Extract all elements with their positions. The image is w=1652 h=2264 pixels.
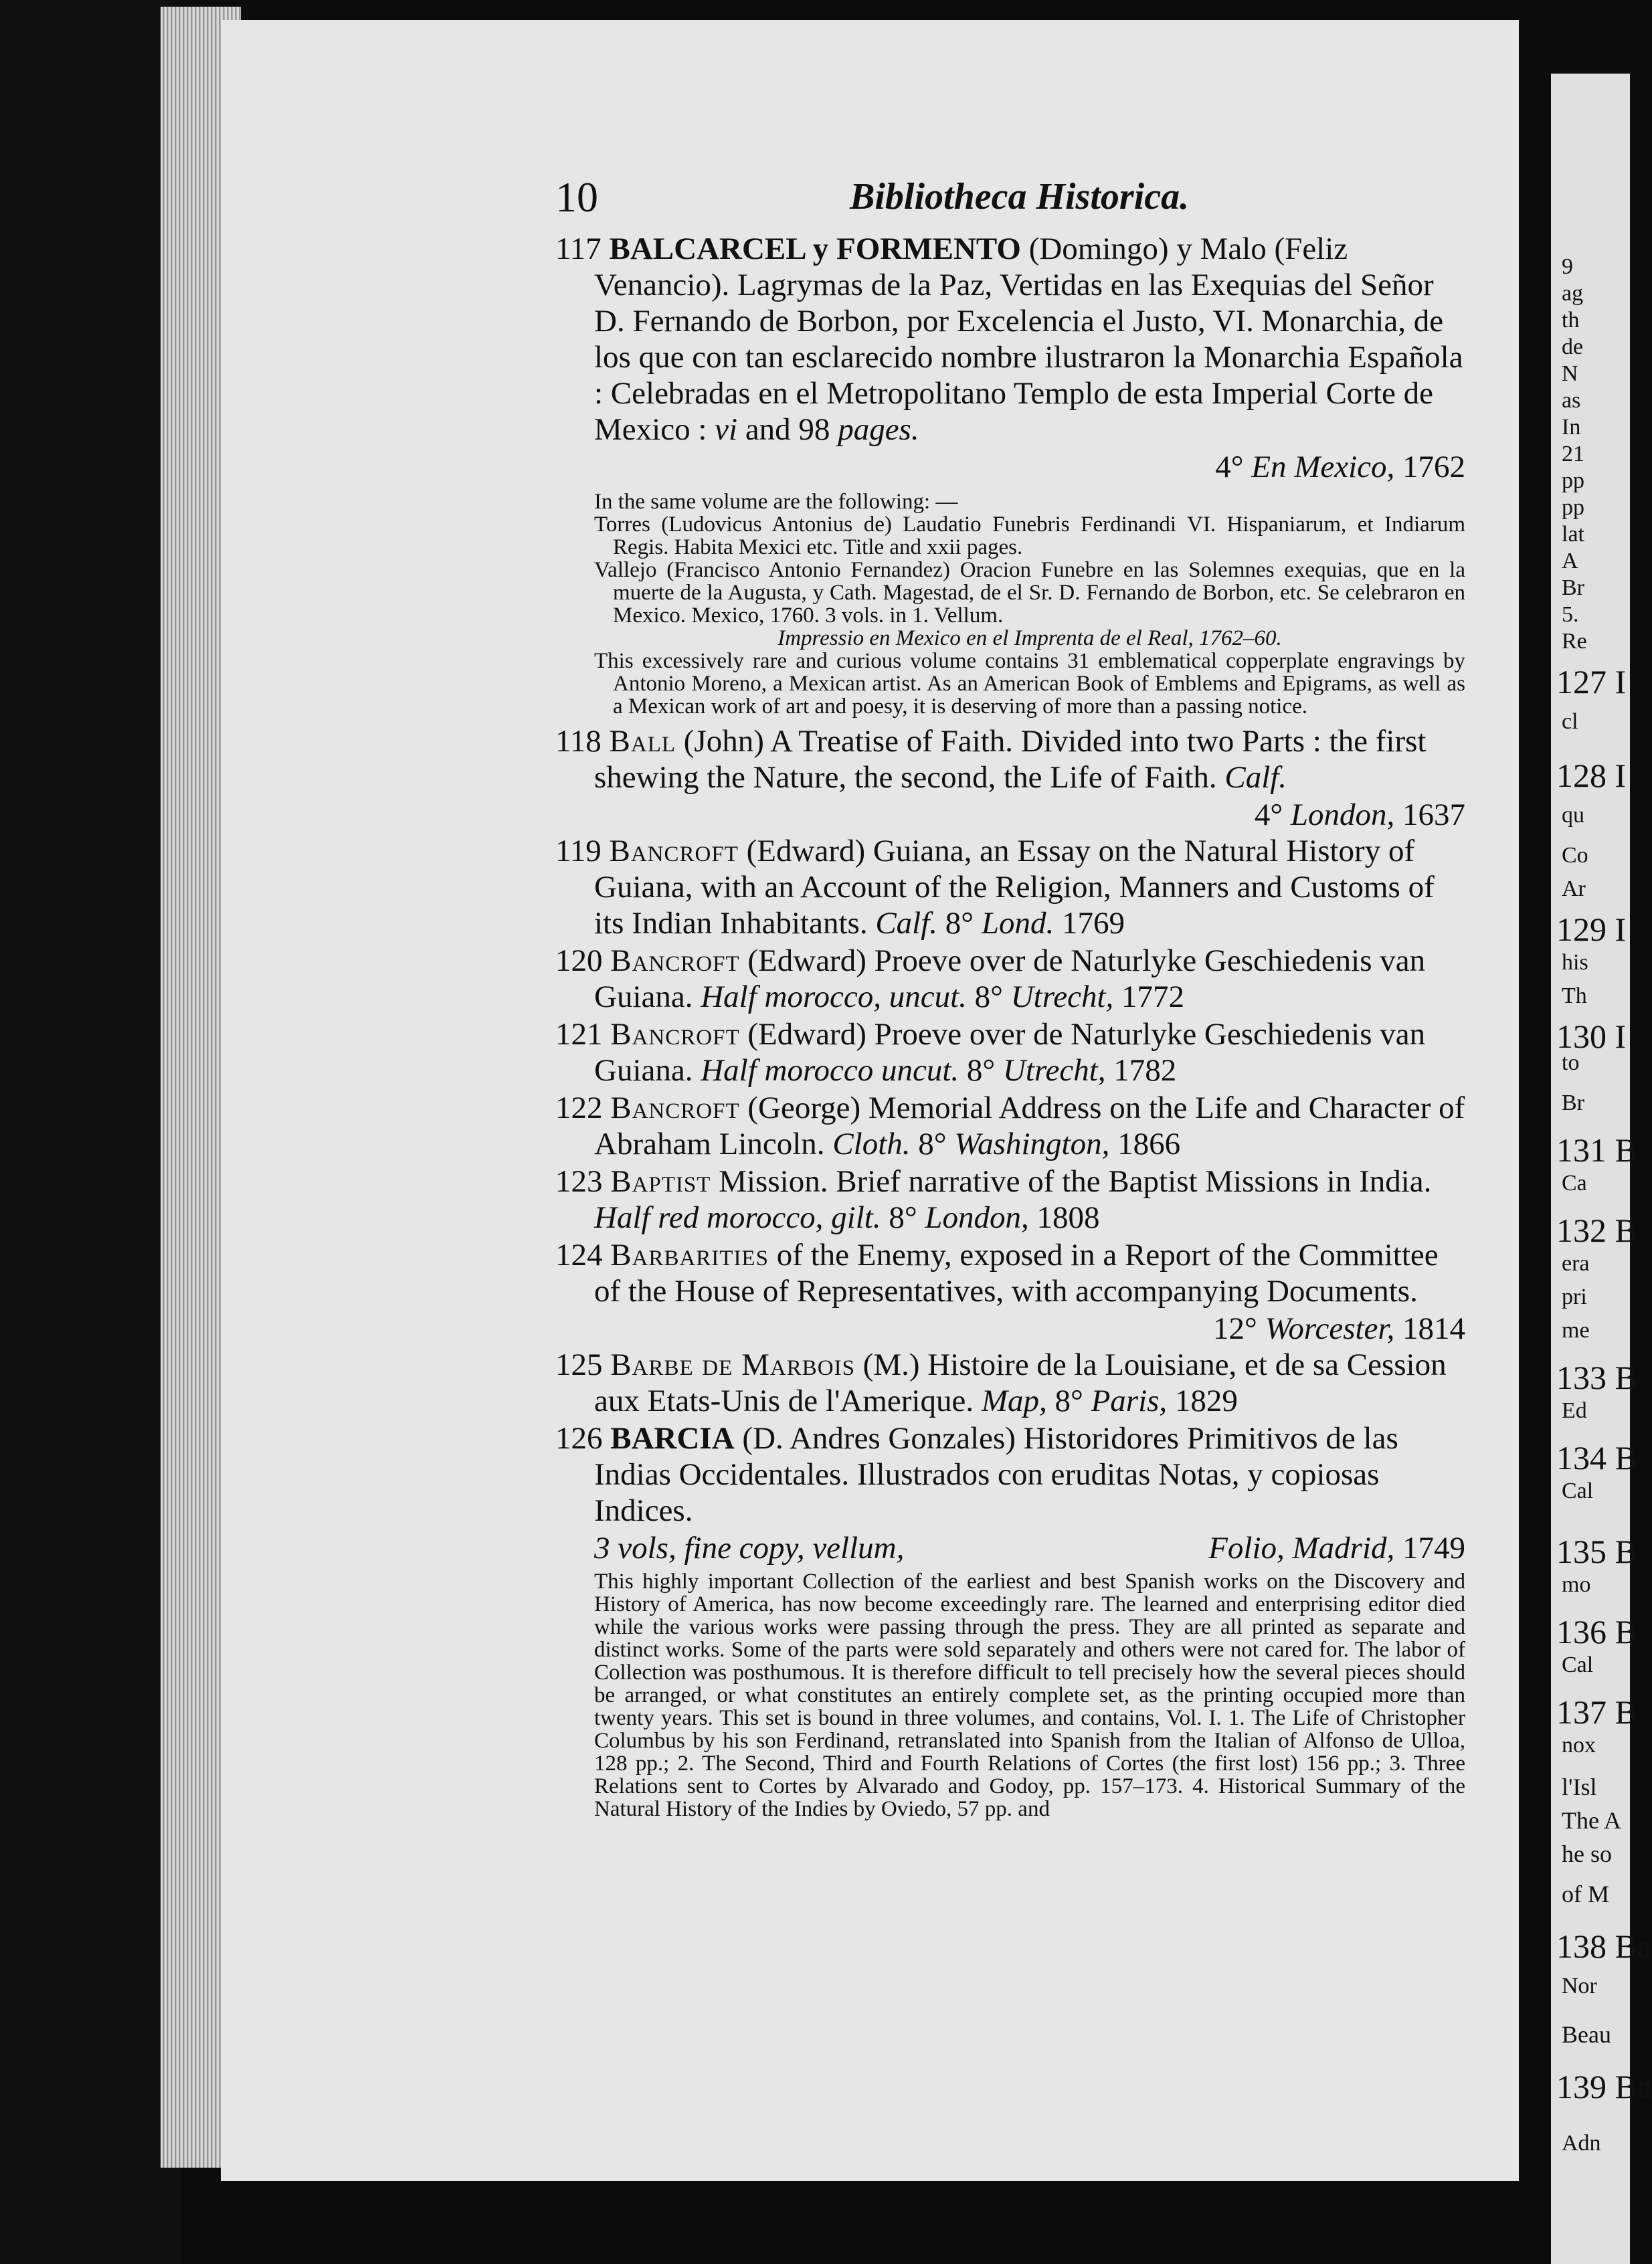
facing-page-fragment: Adn	[1562, 2131, 1601, 2156]
format: 8°	[918, 1127, 947, 1161]
imprint-place: London,	[925, 1200, 1029, 1235]
facing-page-fragment: 139 Ba	[1556, 2068, 1652, 2105]
imprint-year: 1762	[1402, 450, 1465, 484]
imprint-place: Lond.	[981, 906, 1054, 941]
imprint-118	[555, 797, 1465, 833]
facing-page-fragment: qu	[1562, 803, 1584, 828]
facing-page-fragment: lat	[1562, 522, 1584, 547]
lot-number: 121	[555, 1017, 603, 1052]
imprint-year: 1769	[1061, 906, 1125, 941]
imprint-year: 1782	[1113, 1053, 1177, 1088]
entry-heading: Bancroft	[610, 1091, 740, 1125]
imprint-124	[555, 1311, 1465, 1347]
catalogue-entry-119	[555, 833, 1465, 941]
entry-heading: Ball	[609, 724, 676, 759]
facing-page-fragment: Ar	[1562, 876, 1586, 901]
entry-heading: Bancroft	[609, 834, 739, 868]
note-torres: Torres (Ludovicus Antonius de) Laudatio Funebris Ferdinandi VI. Hispaniarum, et Indiarum Regis. Habita Mexici etc. Title and xxii pages.	[594, 512, 1465, 559]
imprint-place: Madrid,	[1292, 1531, 1395, 1566]
imprint-place: Worcester,	[1265, 1311, 1395, 1346]
imprint-year: 1814	[1402, 1311, 1465, 1346]
facing-page-fragment: 133 B	[1556, 1359, 1637, 1396]
facing-page-fragment: th	[1562, 308, 1580, 333]
entry-heading: Barbe de Marbois	[610, 1347, 855, 1382]
facing-page-fragment: era	[1562, 1251, 1590, 1276]
imprint-year: 1829	[1174, 1384, 1238, 1418]
binding: Calf.	[875, 906, 938, 941]
entry-heading: Bancroft	[610, 1017, 740, 1052]
note-rare: This excessively rare and curious volume contains 31 emblematical copperplate engravings by Antonio Moreno, a Mexican artist. As an American Book of Emblems and Epigrams, as well as a Mexican work of art and poesy, it is deserving of more than a passing notice.	[594, 649, 1465, 719]
facing-page-fragment: mo	[1562, 1572, 1591, 1597]
facing-page-fragment: 21	[1562, 442, 1584, 466]
facing-page-fragment: 5.	[1562, 602, 1579, 627]
catalogue-entry-120	[555, 943, 1465, 1015]
pages-roman: vi	[715, 412, 738, 447]
facing-page-fragment: pp	[1562, 495, 1584, 520]
facing-page-fragment: Beau	[1562, 2021, 1611, 2048]
catalogue-entry-122	[555, 1090, 1465, 1162]
note-intro: In the same volume are the following: —	[594, 490, 958, 514]
lot-number: 118	[555, 724, 602, 759]
lot-number: 122	[555, 1091, 603, 1125]
imprint-place: London,	[1290, 797, 1395, 832]
entry-body: (Edward) Guiana, an Essay on the Natural History of Guiana, with an Account of the Religion, Manners and Customs of its Indian Inhabitants.	[594, 834, 1435, 941]
running-title: Bibliotheca Historica.	[850, 176, 1190, 217]
entry-body: of the Enemy, exposed in a Report of the Committee of the House of Representatives, with accompanying Documents.	[594, 1238, 1439, 1309]
format: 4°	[1254, 797, 1283, 832]
imprint-year: 1772	[1121, 979, 1185, 1014]
facing-page-fragment: 9	[1562, 254, 1573, 279]
format: 8°	[1054, 1384, 1083, 1418]
imprint-place: Utrecht,	[1002, 1053, 1106, 1088]
facing-page-fragment: 132 B	[1556, 1212, 1637, 1249]
facing-page-fragment: he so	[1562, 1841, 1612, 1867]
entry-note-126: This highly important Collection of the earliest and best Spanish works on the Discovery and History of America, has now become exceedingly rare. The learned and enterprising editor died while the various works were passing through the press. They are all printed as separate and distinct works. Some of the parts were sold separately and others were not cared for. The labor of Collection was posthumous. It is therefore difficult to tell precisely how the several pieces should be arranged, or what constitutes an entirely complete set, as the printing occupied more than twenty years. This set is bound in three volumes, and contains, Vol. I. 1. The Life of Christopher Columbus by his son Ferdinand, retranslated into Spanish from the Italian of Alfonso de Ulloa, 128 pp.; 2. The Second, Third and Fourth Relations of Cortes (the first lost) 156 pp.; 3. Three Relations sent to Cortes by Alvarado and Godoy, pp. 157–173. 4. Historical Summary of the Natural History of the Indies by Oviedo, 57 pp. and	[594, 1570, 1465, 1821]
imprint-126	[555, 1530, 1465, 1566]
facing-page-fragment: 135 B	[1556, 1533, 1637, 1570]
facing-page-fragment: 130 I	[1556, 1018, 1627, 1055]
entry-body: (M.) Histoire de la Louisiane, et de sa Cession aux Etats-Unis de l'Amerique.	[594, 1347, 1447, 1418]
catalogue-entry-121	[555, 1016, 1465, 1089]
entry-heading: BALCARCEL y FORMENTO	[609, 231, 1021, 266]
lot-number: 123	[555, 1164, 603, 1199]
entry-heading: Baptist	[610, 1164, 711, 1199]
facing-page-fragment: 134 B	[1556, 1439, 1637, 1477]
facing-page-fragment: 127 I	[1556, 663, 1627, 700]
lot-number: 126	[555, 1421, 603, 1456]
entry-body: (Domingo) y Malo (Feliz Venancio). Lagrymas de la Paz, Vertidas en las Exequias del Señor D. Fernando de Borbon, por Excelencia el Justo, VI. Monarchia, de los que con tan esclarecido nombre ilustraron la Monarchia Española : Celebradas en el Metropolitano Templo de esta Imperial Corte de Mexico :	[594, 231, 1463, 447]
facing-page-fragment: 129 I	[1556, 911, 1627, 948]
format: 12°	[1213, 1311, 1257, 1346]
entry-body: (John) A Treatise of Faith. Divided into two Parts : the first shewing the Nature, the second, the Life of Faith.	[594, 724, 1427, 795]
facing-page-fragment: 138 Ba	[1556, 1927, 1652, 1965]
facing-page	[1551, 74, 1652, 2264]
lot-number: 125	[555, 1347, 603, 1382]
facing-page-fragment: his	[1562, 950, 1588, 975]
entry-body: (Edward) Proeve over de Naturlyke Geschiedenis van Guiana.	[594, 1017, 1426, 1088]
imprint-117	[555, 449, 1465, 485]
imprint-place: Utrecht,	[1010, 979, 1114, 1014]
facing-page-fragment: l'Isl	[1562, 1774, 1597, 1800]
pages-word: pages.	[838, 412, 919, 447]
lot-number: 120	[555, 943, 603, 978]
imprint-year: 1749	[1402, 1531, 1465, 1566]
format: 8°	[945, 906, 974, 941]
catalogue-entry-123	[555, 1163, 1465, 1236]
facing-page-fragment: Br	[1562, 1091, 1584, 1115]
facing-page-fragment: Ca	[1562, 1171, 1587, 1196]
facing-page-fragment: pp	[1562, 468, 1584, 493]
facing-page-fragment: Co	[1562, 843, 1588, 868]
facing-page-fragment: Re	[1562, 629, 1587, 654]
binding: Half red morocco, gilt.	[594, 1200, 881, 1235]
lot-number: 119	[555, 834, 602, 868]
imprint-year: 1808	[1036, 1200, 1100, 1235]
entry-heading: Bancroft	[610, 943, 740, 978]
book-spine-shadow	[0, 0, 181, 2264]
facing-page-fragment: 131 B	[1556, 1131, 1637, 1169]
binding: Half morocco, uncut.	[701, 979, 967, 1014]
binding: 3 vols, fine copy, vellum,	[594, 1531, 905, 1566]
running-head	[555, 173, 1572, 226]
facing-page-fragment: pri	[1562, 1285, 1587, 1309]
entry-heading: BARCIA	[610, 1421, 735, 1456]
imprint-place: En Mexico,	[1251, 450, 1395, 484]
catalogue-entry-126	[555, 1420, 1465, 1529]
binding: Map,	[981, 1384, 1047, 1418]
format: 8°	[966, 1053, 996, 1088]
facing-page-fragment: de	[1562, 335, 1584, 359]
facing-page-fragment: 136 B	[1556, 1613, 1637, 1650]
facing-page-fragment: A	[1562, 549, 1578, 573]
binding: Calf.	[1224, 760, 1287, 795]
entry-body: (D. Andres Gonzales) Historidores Primitivos de las Indias Occidentales. Illustrados con eruditas Notas, y copiosas Indices.	[594, 1421, 1398, 1528]
imprint-place: Washington,	[954, 1127, 1110, 1161]
facing-page-fragment: Th	[1562, 983, 1587, 1008]
catalogue-entry-118	[555, 723, 1465, 795]
facing-page-fragment: Nor	[1562, 1974, 1597, 1998]
entry-body: (Edward) Proeve over de Naturlyke Geschiedenis van Guiana.	[594, 943, 1426, 1014]
facing-page-fragment: Br	[1562, 575, 1584, 600]
facing-page-fragment: cl	[1562, 709, 1578, 734]
entry-body: Mission. Brief narrative of the Baptist Missions in India.	[719, 1164, 1432, 1199]
format: Folio,	[1208, 1531, 1285, 1566]
facing-page-fragment: Cal	[1562, 1653, 1594, 1677]
catalogue-entry-125	[555, 1347, 1465, 1419]
facing-page-fragment: N	[1562, 361, 1578, 386]
pages-and: and 98	[745, 412, 830, 447]
facing-page-fragment: Ed	[1562, 1398, 1587, 1423]
facing-page-fragment: In	[1562, 415, 1581, 440]
catalogue-entry-117	[555, 231, 1465, 448]
facing-page-fragment: nox	[1562, 1733, 1596, 1758]
facing-page-fragment: me	[1562, 1318, 1590, 1343]
facing-page-fragment: 137 B	[1556, 1693, 1637, 1731]
facing-page-fragment: ag	[1562, 281, 1584, 306]
entry-note-117	[594, 490, 1465, 718]
facing-page-fragment: of M	[1562, 1881, 1609, 1907]
note-vallejo: Vallejo (Francisco Antonio Fernandez) Oracion Funebre en las Solemnes exequias, que en la muerte de la Augusta, y Cath. Magestad, de el Sr. D. Fernando de Borbon, etc. Se celebraron en Mexico. Mexico, 1760. 3 vols. in 1. Vellum.	[594, 558, 1465, 628]
facing-page-fragment: as	[1562, 388, 1581, 413]
format: 8°	[974, 979, 1003, 1014]
facing-page-fragment: Cal	[1562, 1479, 1594, 1503]
imprint-place: Paris,	[1091, 1384, 1168, 1418]
note-impressio: Impressio en Mexico en el Imprenta de el Real, 1762–60.	[777, 626, 1282, 650]
entry-body: (George) Memorial Address on the Life and Character of Abraham Lincoln.	[594, 1091, 1465, 1161]
format: 8°	[889, 1200, 917, 1235]
page-number: 10	[555, 173, 598, 221]
facing-page-fragment: to	[1562, 1050, 1580, 1075]
facing-page-fragment: The A	[1562, 1807, 1621, 1834]
imprint-year: 1637	[1402, 797, 1465, 832]
format: 4°	[1215, 450, 1244, 484]
lot-number: 117	[555, 231, 602, 266]
entry-heading: Barbarities	[610, 1238, 769, 1272]
catalogue-text	[555, 231, 1465, 1820]
binding: Cloth.	[832, 1127, 911, 1161]
facing-page-fragment: 128 I	[1556, 757, 1627, 794]
lot-number: 124	[555, 1238, 603, 1272]
binding: Half morocco uncut.	[701, 1053, 959, 1088]
imprint-year: 1866	[1117, 1127, 1181, 1161]
catalogue-entry-124	[555, 1237, 1465, 1309]
